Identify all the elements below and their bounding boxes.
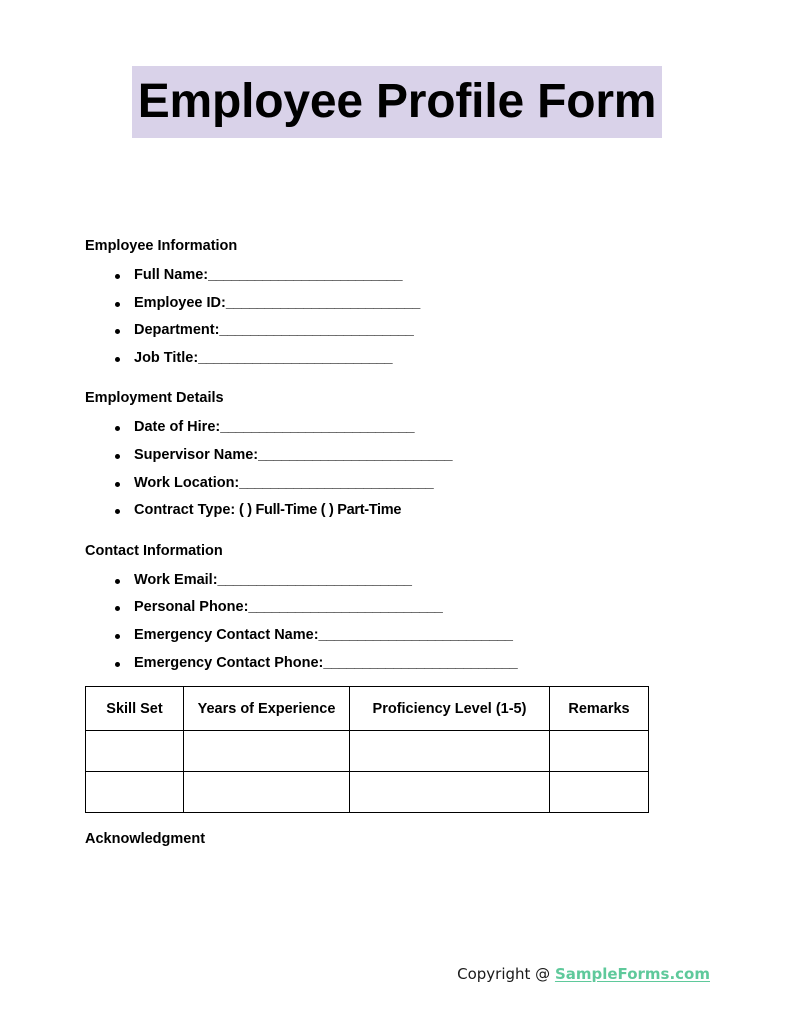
section-contact-information bbox=[85, 541, 709, 677]
table-header-row bbox=[86, 687, 649, 731]
section-employee-information bbox=[85, 236, 709, 372]
field-label-full-name: Full Name: bbox=[134, 267, 209, 283]
field-list-contact-information bbox=[85, 567, 709, 677]
table-cell-proficiency-level[interactable] bbox=[350, 731, 550, 772]
field-blank-emergency-contact-name[interactable]: _________________________ bbox=[318, 626, 513, 643]
field-blank-date-of-hire[interactable]: _________________________ bbox=[220, 419, 415, 436]
field-label-supervisor-name: Supervisor Name: bbox=[134, 446, 259, 463]
field-label-date-of-hire: Date of Hire: bbox=[134, 419, 221, 436]
section-spacer bbox=[85, 372, 709, 388]
table-cell-proficiency-level[interactable] bbox=[350, 772, 550, 813]
field-row-full-name bbox=[85, 262, 709, 290]
field-label-emergency-contact-phone: Emergency Contact Phone: bbox=[134, 654, 324, 671]
document-title-container bbox=[86, 70, 708, 134]
footer bbox=[0, 963, 710, 985]
field-label-job-title: Job Title: bbox=[134, 349, 199, 366]
column-header-proficiency-level: Proficiency Level (1-5) bbox=[350, 687, 550, 731]
field-blank-work-email[interactable]: _________________________ bbox=[217, 571, 412, 588]
field-row-contract-type bbox=[85, 497, 709, 525]
field-row-supervisor-name bbox=[85, 442, 709, 470]
section-heading-employment-details: Employment Details bbox=[85, 390, 224, 407]
footer-brand-link[interactable]: SampleForms.com bbox=[554, 965, 710, 983]
section-heading-contact-information: Contact Information bbox=[85, 542, 223, 559]
field-label-contract-type: Contract Type: bbox=[134, 502, 236, 519]
section-employment-details bbox=[85, 388, 709, 524]
table-cell-skill-set[interactable] bbox=[86, 731, 184, 772]
field-blank-supervisor-name[interactable]: _________________________ bbox=[258, 446, 453, 463]
field-row-work-location bbox=[85, 470, 709, 498]
section-heading-acknowledgment: Acknowledgment bbox=[85, 831, 206, 848]
field-row-personal-phone bbox=[85, 594, 709, 622]
field-row-emergency-contact-phone bbox=[85, 650, 709, 678]
field-blank-personal-phone[interactable]: _________________________ bbox=[248, 599, 443, 616]
skills-table-header bbox=[86, 687, 649, 731]
field-row-employee-id bbox=[85, 290, 709, 318]
field-blank-work-location[interactable]: _________________________ bbox=[239, 474, 434, 491]
field-blank-emergency-contact-phone[interactable]: _________________________ bbox=[323, 654, 518, 671]
field-list-employment-details bbox=[85, 414, 709, 524]
field-row-emergency-contact-name bbox=[85, 622, 709, 650]
field-blank-employee-id[interactable]: _________________________ bbox=[225, 294, 420, 311]
field-row-department bbox=[85, 317, 709, 345]
acknowledgment-spacer bbox=[85, 813, 709, 829]
section-heading-employee-information: Employee Information bbox=[85, 238, 238, 254]
column-header-years-of-experience: Years of Experience bbox=[184, 687, 350, 731]
table-cell-years-of-experience[interactable] bbox=[184, 772, 350, 813]
field-label-personal-phone: Personal Phone: bbox=[134, 599, 249, 616]
field-row-date-of-hire bbox=[85, 414, 709, 442]
contract-type-options[interactable]: ( ) Full-Time ( ) Part-Time bbox=[235, 502, 402, 519]
section-spacer bbox=[85, 525, 709, 541]
field-blank-full-name[interactable]: _________________________ bbox=[208, 267, 403, 283]
field-blank-job-title[interactable]: _________________________ bbox=[198, 349, 393, 366]
footer-copyright-text: Copyright @ bbox=[457, 965, 555, 983]
page-title: Employee Profile Form bbox=[132, 66, 663, 138]
field-label-work-email: Work Email: bbox=[134, 571, 218, 588]
field-row-job-title bbox=[85, 345, 709, 373]
field-label-work-location: Work Location: bbox=[134, 474, 240, 491]
table-cell-skill-set[interactable] bbox=[86, 772, 184, 813]
column-header-skill-set: Skill Set bbox=[86, 687, 184, 731]
table-cell-remarks[interactable] bbox=[550, 731, 649, 772]
table-cell-remarks[interactable] bbox=[550, 772, 649, 813]
table-row bbox=[86, 772, 649, 813]
field-label-emergency-contact-name: Emergency Contact Name: bbox=[134, 626, 319, 643]
table-cell-years-of-experience[interactable] bbox=[184, 731, 350, 772]
field-list-employee-information bbox=[85, 262, 709, 372]
column-header-remarks: Remarks bbox=[550, 687, 649, 731]
field-label-employee-id: Employee ID: bbox=[134, 294, 226, 311]
section-acknowledgment bbox=[85, 829, 709, 849]
table-row bbox=[86, 731, 649, 772]
field-label-department: Department: bbox=[134, 322, 220, 339]
table-spacer bbox=[85, 677, 709, 686]
skills-table bbox=[85, 686, 649, 813]
skills-table-body bbox=[86, 731, 649, 813]
document-body bbox=[85, 236, 709, 855]
field-row-work-email bbox=[85, 567, 709, 595]
field-blank-department[interactable]: _________________________ bbox=[219, 322, 414, 339]
